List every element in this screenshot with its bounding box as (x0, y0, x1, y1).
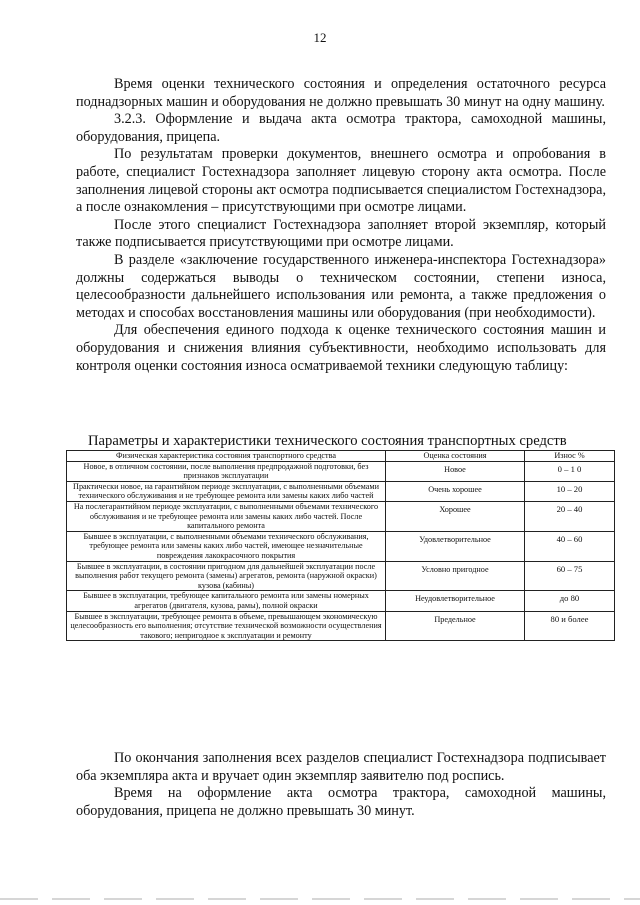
row-description: Бывшее в эксплуатации, требующее капитального ремонта или замены номерных агрегатов (двигателя, кузова, рамы), полной окраски (67, 591, 386, 611)
row-wear: 60 – 75 (525, 561, 615, 591)
table-caption: Параметры и характеристики технического состояния транспортных средств (88, 433, 567, 449)
paragraph: По результатам проверки документов, внешнего осмотра и опробования в работе, специалист Гостехнадзора заполняет лицевую сторону акта осмотра. После заполнения лицевой стороны акт осмотра подписывается специалистом Гостехнадзора, а после ознакомления – присутствующими при осмотре лицами. (76, 146, 606, 216)
row-description: Бывшее в эксплуатации, с выполненными объемами технического обслуживания, требующее ремонта или замены каких либо частей, имеющее незначительные повреждения лакокрасочного покрытия (67, 531, 386, 561)
table-row (67, 531, 615, 561)
paragraph: После этого специалист Гостехнадзора заполняет второй экземпляр, который также подписывается присутствующими при осмотре лицами. (76, 216, 606, 251)
paragraph: 3.2.3. Оформление и выдача акта осмотра трактора, самоходной машины, оборудования, прицепа. (76, 111, 606, 145)
paragraph: Для обеспечения единого подхода к оценке технического состояния машин и оборудования и снижения влияния субъективности, необходимо использовать для контроля оценки состояния износа осматриваемой техники следующую таблицу: (76, 322, 606, 374)
condition-table (66, 450, 615, 641)
row-wear: 80 и более (525, 611, 615, 641)
row-wear: 40 – 60 (525, 531, 615, 561)
table-header-row (67, 451, 615, 462)
page-number: 12 (313, 30, 327, 45)
table-row (67, 611, 615, 641)
paragraph: В разделе «заключение государственного инженера-инспектора Гостехнадзора» должны содержаться выводы о техническом состоянии, степени износа, целесообразности дальнейшего использования или ремонта, а также предложения о методах и способах восстановления машины или оборудования (при необходимости). (76, 251, 606, 321)
table-row (67, 501, 615, 531)
table-row (67, 461, 615, 481)
header-wear: Износ % (525, 451, 615, 462)
header-rating: Оценка состояния (386, 451, 525, 462)
row-description: На послегарантийном периоде эксплуатации, с выполненными объемами технического обслуживания и не требующее ремонта или замены каких либо частей. После капитального ремонта (67, 501, 386, 531)
body-text-bottom (76, 750, 606, 820)
row-wear: до 80 (525, 591, 615, 611)
row-rating: Условно пригодное (386, 561, 525, 591)
paragraph: Время на оформление акта осмотра трактора, самоходной машины, оборудования, прицепа не должно превышать 30 минут. (76, 785, 606, 819)
row-rating: Хорошее (386, 501, 525, 531)
row-rating: Удовлетворительное (386, 531, 525, 561)
table-row (67, 591, 615, 611)
table-row (67, 561, 615, 591)
scan-artifact-line (0, 898, 640, 900)
row-wear: 20 – 40 (525, 501, 615, 531)
row-wear: 0 – 1 0 (525, 461, 615, 481)
row-description: Бывшее в эксплуатации, требующее ремонта в объеме, превышающем экономическую целесообразность его выполнения; отсутствие технической возможности осуществления такового; непригодное к эксплуатации и ремонту (67, 611, 386, 641)
table-row (67, 481, 615, 501)
row-rating: Новое (386, 461, 525, 481)
row-rating: Очень хорошее (386, 481, 525, 501)
row-description: Новое, в отличном состоянии, после выполнения предпродажной подготовки, без признаков эксплуатации (67, 461, 386, 481)
row-description: Практически новое, на гарантийном периоде эксплуатации, с выполненными объемами технического обслуживания и не требующее ремонта или замены каких либо частей (67, 481, 386, 501)
paragraph: По окончания заполнения всех разделов специалист Гостехнадзора подписывает оба экземпляра акта и вручает один экземпляр заявителю под роспись. (76, 750, 606, 784)
row-description: Бывшее в эксплуатации, в состоянии пригодном для дальнейшей эксплуатации после выполнения работ текущего ремонта (замены) агрегатов, ремонта (наружной окраски) кузова (кабины) (67, 561, 386, 591)
row-rating: Предельное (386, 611, 525, 641)
row-rating: Неудовлетворительное (386, 591, 525, 611)
header-description: Физическая характеристика состояния транспортного средства (67, 451, 386, 462)
paragraph: Время оценки технического состояния и определения остаточного ресурса поднадзорных машин и оборудования не должно превышать 30 минут на одну машину. (76, 76, 606, 110)
row-wear: 10 – 20 (525, 481, 615, 501)
body-text-top (76, 76, 606, 375)
